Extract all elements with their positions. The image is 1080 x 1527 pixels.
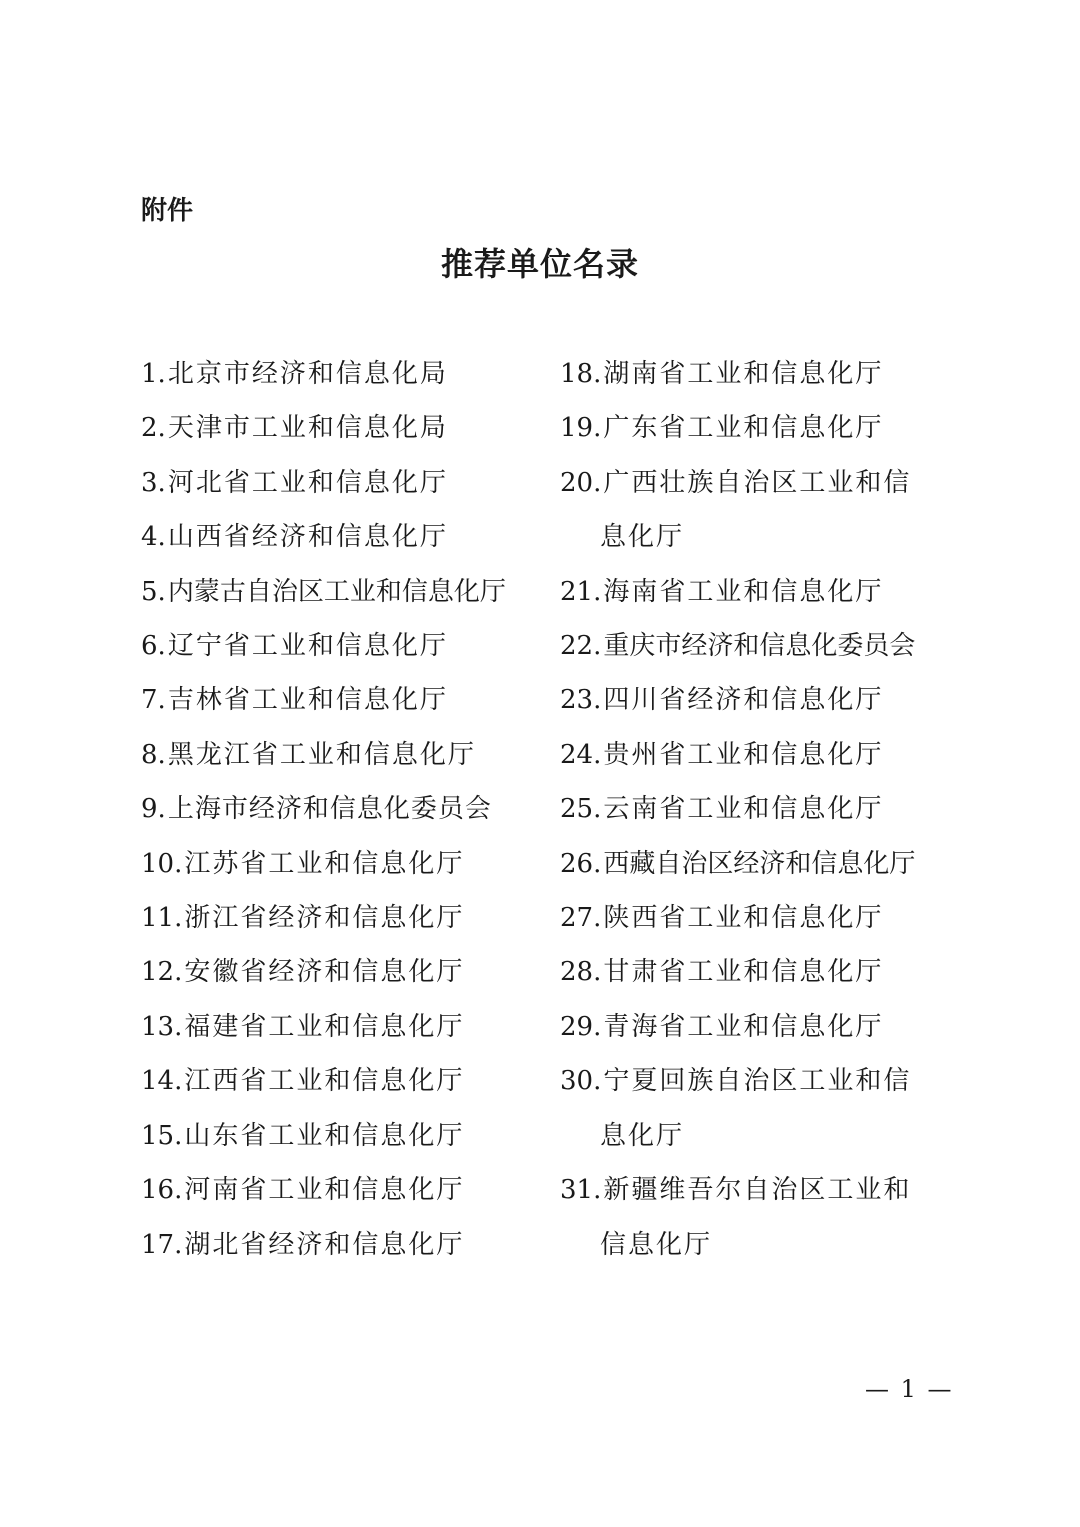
item-number: 16. bbox=[141, 1175, 183, 1206]
list-item bbox=[560, 837, 945, 891]
item-number: 2. bbox=[141, 413, 166, 444]
page-number: — 1 — bbox=[865, 1375, 954, 1403]
item-number: 4. bbox=[141, 522, 166, 553]
item-name: 重庆市经济和信息化委员会 bbox=[603, 631, 916, 662]
item-number: 23. bbox=[560, 685, 602, 716]
list-item bbox=[560, 1163, 945, 1272]
list-item bbox=[141, 1000, 541, 1054]
list-item bbox=[560, 1000, 945, 1054]
item-name: 海南省工业和信息化厅 bbox=[603, 576, 884, 607]
item-name-continuation: 信息化厅 bbox=[600, 1229, 713, 1260]
list-item bbox=[560, 673, 945, 727]
item-number: 28. bbox=[560, 957, 602, 988]
list-item bbox=[141, 510, 541, 564]
item-name-continuation: 息化厅 bbox=[600, 522, 685, 553]
item-number: 5. bbox=[141, 576, 166, 607]
right-column-list bbox=[560, 347, 945, 1272]
item-name: 四川省经济和信息化厅 bbox=[603, 685, 884, 716]
item-number: 30. bbox=[560, 1066, 602, 1097]
list-item bbox=[141, 1163, 541, 1217]
list-item bbox=[560, 619, 945, 673]
item-name: 广西壮族自治区工业和信 bbox=[603, 467, 912, 498]
item-name: 浙江省经济和信息化厅 bbox=[184, 903, 465, 934]
list-item bbox=[141, 456, 541, 510]
item-number: 29. bbox=[560, 1011, 602, 1042]
left-column-list bbox=[141, 347, 541, 1272]
item-number: 13. bbox=[141, 1011, 183, 1042]
item-number: 27. bbox=[560, 903, 602, 934]
list-item bbox=[560, 456, 945, 565]
item-name: 安徽省经济和信息化厅 bbox=[184, 957, 465, 988]
list-item bbox=[560, 565, 945, 619]
list-item bbox=[141, 565, 541, 619]
item-number: 15. bbox=[141, 1120, 183, 1151]
item-number: 1. bbox=[141, 359, 166, 389]
list-item bbox=[560, 1054, 945, 1163]
item-name: 贵州省工业和信息化厅 bbox=[603, 739, 884, 770]
list-item bbox=[141, 1054, 541, 1108]
item-name: 甘肃省工业和信息化厅 bbox=[603, 957, 884, 988]
item-name: 云南省工业和信息化厅 bbox=[603, 794, 884, 825]
item-name: 天津市工业和信息化局 bbox=[167, 413, 448, 444]
list-item bbox=[141, 619, 541, 673]
item-name: 青海省工业和信息化厅 bbox=[603, 1011, 884, 1042]
list-item bbox=[141, 945, 541, 999]
item-name: 广东省工业和信息化厅 bbox=[603, 413, 884, 444]
item-number: 9. bbox=[141, 794, 166, 825]
item-number: 26. bbox=[560, 848, 602, 879]
list-item bbox=[141, 401, 541, 455]
item-name: 湖北省经济和信息化厅 bbox=[184, 1229, 465, 1260]
item-name-continuation: 息化厅 bbox=[600, 1120, 685, 1151]
item-name: 江苏省工业和信息化厅 bbox=[184, 848, 465, 879]
item-number: 3. bbox=[141, 467, 166, 498]
item-number: 24. bbox=[560, 739, 602, 770]
item-number: 10. bbox=[141, 848, 183, 879]
list-item bbox=[141, 347, 541, 401]
item-number: 12. bbox=[141, 957, 183, 988]
item-name: 江西省工业和信息化厅 bbox=[184, 1066, 465, 1097]
list-item bbox=[560, 401, 945, 455]
item-name: 宁夏回族自治区工业和信 bbox=[603, 1066, 912, 1097]
list-item bbox=[141, 837, 541, 891]
list-item bbox=[560, 891, 945, 945]
item-name: 北京市经济和信息化局 bbox=[167, 359, 448, 389]
item-name: 西藏自治区经济和信息化厅 bbox=[603, 848, 916, 879]
list-item bbox=[141, 782, 541, 836]
item-name: 辽宁省工业和信息化厅 bbox=[167, 631, 448, 662]
item-number: 11. bbox=[141, 903, 183, 934]
list-item bbox=[560, 728, 945, 782]
attachment-label: 附件 bbox=[141, 196, 194, 226]
item-name: 河北省工业和信息化厅 bbox=[167, 467, 448, 498]
list-item bbox=[141, 728, 541, 782]
list-item bbox=[560, 945, 945, 999]
item-name: 吉林省工业和信息化厅 bbox=[167, 685, 448, 716]
list-item bbox=[560, 782, 945, 836]
item-number: 7. bbox=[141, 685, 166, 716]
list-item bbox=[141, 1109, 541, 1163]
item-name: 河南省工业和信息化厅 bbox=[184, 1175, 465, 1206]
item-name: 湖南省工业和信息化厅 bbox=[603, 359, 884, 389]
item-number: 20. bbox=[560, 467, 602, 498]
item-name: 福建省工业和信息化厅 bbox=[184, 1011, 465, 1042]
item-name: 黑龙江省工业和信息化厅 bbox=[167, 739, 476, 770]
item-name: 山西省经济和信息化厅 bbox=[167, 522, 448, 553]
item-number: 25. bbox=[560, 794, 602, 825]
item-number: 18. bbox=[560, 359, 602, 389]
item-name: 内蒙古自治区工业和信息化厅 bbox=[167, 576, 506, 607]
list-item bbox=[141, 673, 541, 727]
item-number: 21. bbox=[560, 576, 602, 607]
item-name: 上海市经济和信息化委员会 bbox=[167, 794, 492, 825]
item-number: 19. bbox=[560, 413, 602, 444]
item-number: 31. bbox=[560, 1175, 602, 1206]
list-item bbox=[141, 1218, 541, 1272]
document-title: 推荐单位名录 bbox=[440, 245, 639, 283]
item-number: 8. bbox=[141, 739, 166, 770]
item-number: 14. bbox=[141, 1066, 183, 1097]
item-name: 新疆维吾尔自治区工业和 bbox=[603, 1175, 912, 1206]
list-item bbox=[560, 347, 945, 401]
item-number: 17. bbox=[141, 1229, 183, 1260]
item-name: 山东省工业和信息化厅 bbox=[184, 1120, 465, 1151]
item-number: 6. bbox=[141, 631, 166, 662]
list-item bbox=[141, 891, 541, 945]
item-number: 22. bbox=[560, 631, 602, 662]
item-name: 陕西省工业和信息化厅 bbox=[603, 903, 884, 934]
